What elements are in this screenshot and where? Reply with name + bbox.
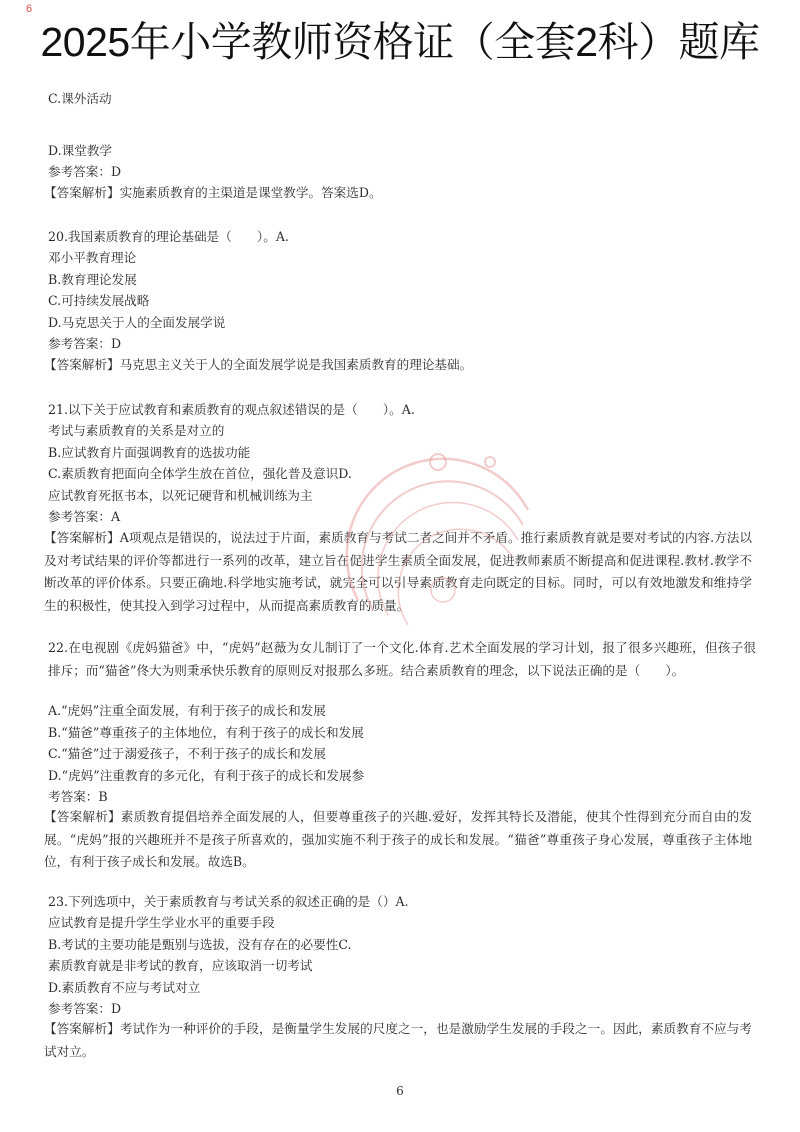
- q21-stem: 21.以下关于应试教育和素质教育的观点叙述错误的是（ ）。A.: [48, 402, 415, 417]
- q22-option-d: D.“虎妈”注重教育的多元化，有利于孩子的成长和发展参: [48, 768, 365, 783]
- q23-option-a: 应试教育是提升学生学业水平的重要手段: [48, 915, 275, 930]
- corner-page-number: 6: [26, 3, 33, 15]
- q20-option-a: 邓小平教育理论: [48, 250, 137, 265]
- q23-option-c: 素质教育就是非考试的教育，应该取消一切考试: [48, 958, 313, 973]
- q22-option-a: A.“虎妈”注重全面发展，有利于孩子的成长和发展: [48, 703, 326, 718]
- q22-answer: 考答案：B: [48, 789, 108, 804]
- q19-option-d: D.课堂教学: [48, 143, 113, 158]
- q20-explanation: 【答案解析】马克思主义关于人的全面发展学说是我国素质教育的理论基础。: [44, 357, 473, 372]
- q20-stem: 20.我国素质教育的理论基础是（ ）。A.: [48, 229, 289, 244]
- q23-explanation: 【答案解析】考试作为一种评价的手段，是衡量学生发展的尺度之一，也是激励学生发展的手段之一。因此，素质教育不应与考试对立。: [44, 1021, 752, 1059]
- q21-option-c: C.素质教育把面向全体学生放在首位，强化普及意识D.: [48, 466, 352, 481]
- q21-answer: 参考答案：A: [48, 509, 121, 524]
- q20-option-d: D.马克思关于人的全面发展学说: [48, 315, 226, 330]
- q19-answer: 参考答案：D: [48, 164, 122, 179]
- q23-option-b: B.考试的主要功能是甄别与选拔，没有存在的必要性C.: [48, 937, 352, 952]
- q22-explanation: 【答案解析】素质教育提倡培养全面发展的人，但要尊重孩子的兴趣.爱好，发挥其特长及潜能，使其个性得到充分而自由的发展。“虎妈”报的兴趣班并不是孩子所喜欢的，强加实施不利于孩子的成长和发展。“猫爸”尊重孩子身心发展，尊重孩子主体地位，有利于孩子成长和发展。故选B。: [44, 809, 752, 869]
- q21-option-d: 应试教育死抠书本，以死记硬背和机械训练为主: [48, 488, 313, 503]
- q19-explanation: 【答案解析】实施素质教育的主渠道是课堂教学。答案选D。: [44, 185, 382, 200]
- q21-option-b: B.应试教育片面强调教育的选拔功能: [48, 445, 251, 460]
- q22-option-b: B.“猫爸”尊重孩子的主体地位，有利于孩子的成长和发展: [48, 725, 364, 740]
- q20-option-c: C.可持续发展战略: [48, 293, 150, 308]
- q20-answer: 参考答案：D: [48, 336, 122, 351]
- q22-option-c: C.“猫爸”过于溺爱孩子，不利于孩子的成长和发展: [48, 746, 326, 761]
- page-title: 2025年小学教师资格证（全套2科）题库: [40, 19, 760, 65]
- q23-option-d: D.素质教育不应与考试对立: [48, 980, 201, 995]
- footer-page-number: 6: [396, 1084, 404, 1098]
- q23-answer: 参考答案：D: [48, 1001, 122, 1016]
- q22-stem: 22.在电视剧《虎妈猫爸》中，“虎妈”赵薇为女儿制订了一个文化.体育.艺术全面发展的学习计划，报了很多兴趣班，但孩子很排斥；而“猫爸”佟大为则秉承快乐教育的原则反对报那么多班。结合素质教育的理念，以下说法正确的是（ ）。: [48, 640, 756, 678]
- q21-option-a: 考试与素质教育的关系是对立的: [48, 423, 225, 438]
- q20-option-b: B.教育理论发展: [48, 272, 137, 287]
- q23-stem: 23.下列选项中，关于素质教育与考试关系的叙述正确的是（）A.: [48, 894, 409, 909]
- q21-explanation: 【答案解析】A项观点是错误的，说法过于片面，素质教育与考试二者之间并不矛盾。推行素质教育就是要对考试的内容.方法以及对考试结果的评价等都进行一系列的改革，建立旨在促进学生素质全面发展，促进教师素质不断提高和促进课程.教材.教学不断改革的评价体系。只要正确地.科学地实施考试，就完全可以引导素质教育走向既定的目标。同时，可以有效地激发和维持学生的积极性，使其投入到学习过程中，从而提高素质教育的质量。: [44, 530, 752, 613]
- q19-option-c: C.课外活动: [48, 91, 112, 106]
